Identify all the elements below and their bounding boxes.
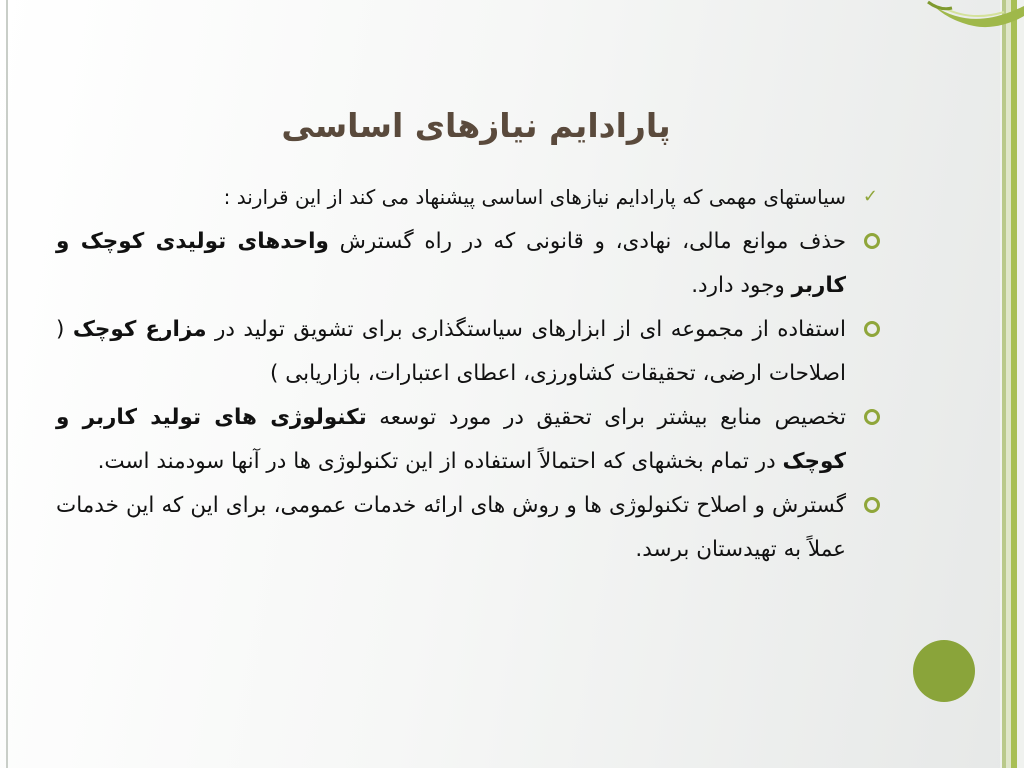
bullet-text: در تمام بخشهای که احتمالاً استفاده از این تکنولوژی ها در آنها سودمند است. (97, 449, 783, 474)
intro-line (56, 182, 882, 212)
bullet-bold-text: تکنولوژی های تولید کاربر و کوچک (56, 405, 846, 474)
slide-title: پارادایم نیازهای اساسی (281, 106, 671, 145)
intro-text: سیاستهای مهمی که پارادایم نیازهای اساسی پیشنهاد می کند از این قرارند : (223, 185, 846, 209)
bullet-bold-text: واحدهای تولیدی کوچک و کاربر (56, 229, 846, 298)
ring-icon (864, 233, 880, 249)
ring-icon (864, 497, 880, 513)
bullet-item (56, 308, 882, 396)
slide-body (56, 182, 882, 572)
bullet-item (56, 396, 882, 484)
check-icon: ✓ (862, 186, 878, 207)
bullet-text: حذف موانع مالی، نهادی، و قانونی که در راه گسترش (328, 229, 846, 254)
bullet-text: استفاده از مجموعه ای از ابزارهای سیاستگذاری برای تشویق تولید در (206, 317, 846, 342)
bullet-text: وجود دارد. (691, 273, 792, 298)
bullet-item (56, 484, 882, 572)
ring-icon (864, 321, 880, 337)
bullet-bold-text: مزارع کوچک (72, 317, 207, 342)
circle-decoration (913, 640, 975, 702)
bullet-text: گسترش و اصلاح تکنولوژی ها و روش های ارائه خدمات عمومی، برای این که این خدمات عملاً به تهیدستان برسد. (56, 493, 846, 562)
bullet-text: تخصیص منابع بیشتر برای تحقیق در مورد توسعه (366, 405, 846, 430)
ring-icon (864, 409, 880, 425)
bullet-item (56, 220, 882, 308)
bullet-text: ( اصلاحات ارضی، تحقیقات کشاورزی، اعطای اعتبارات، بازاریابی ) (56, 317, 846, 386)
